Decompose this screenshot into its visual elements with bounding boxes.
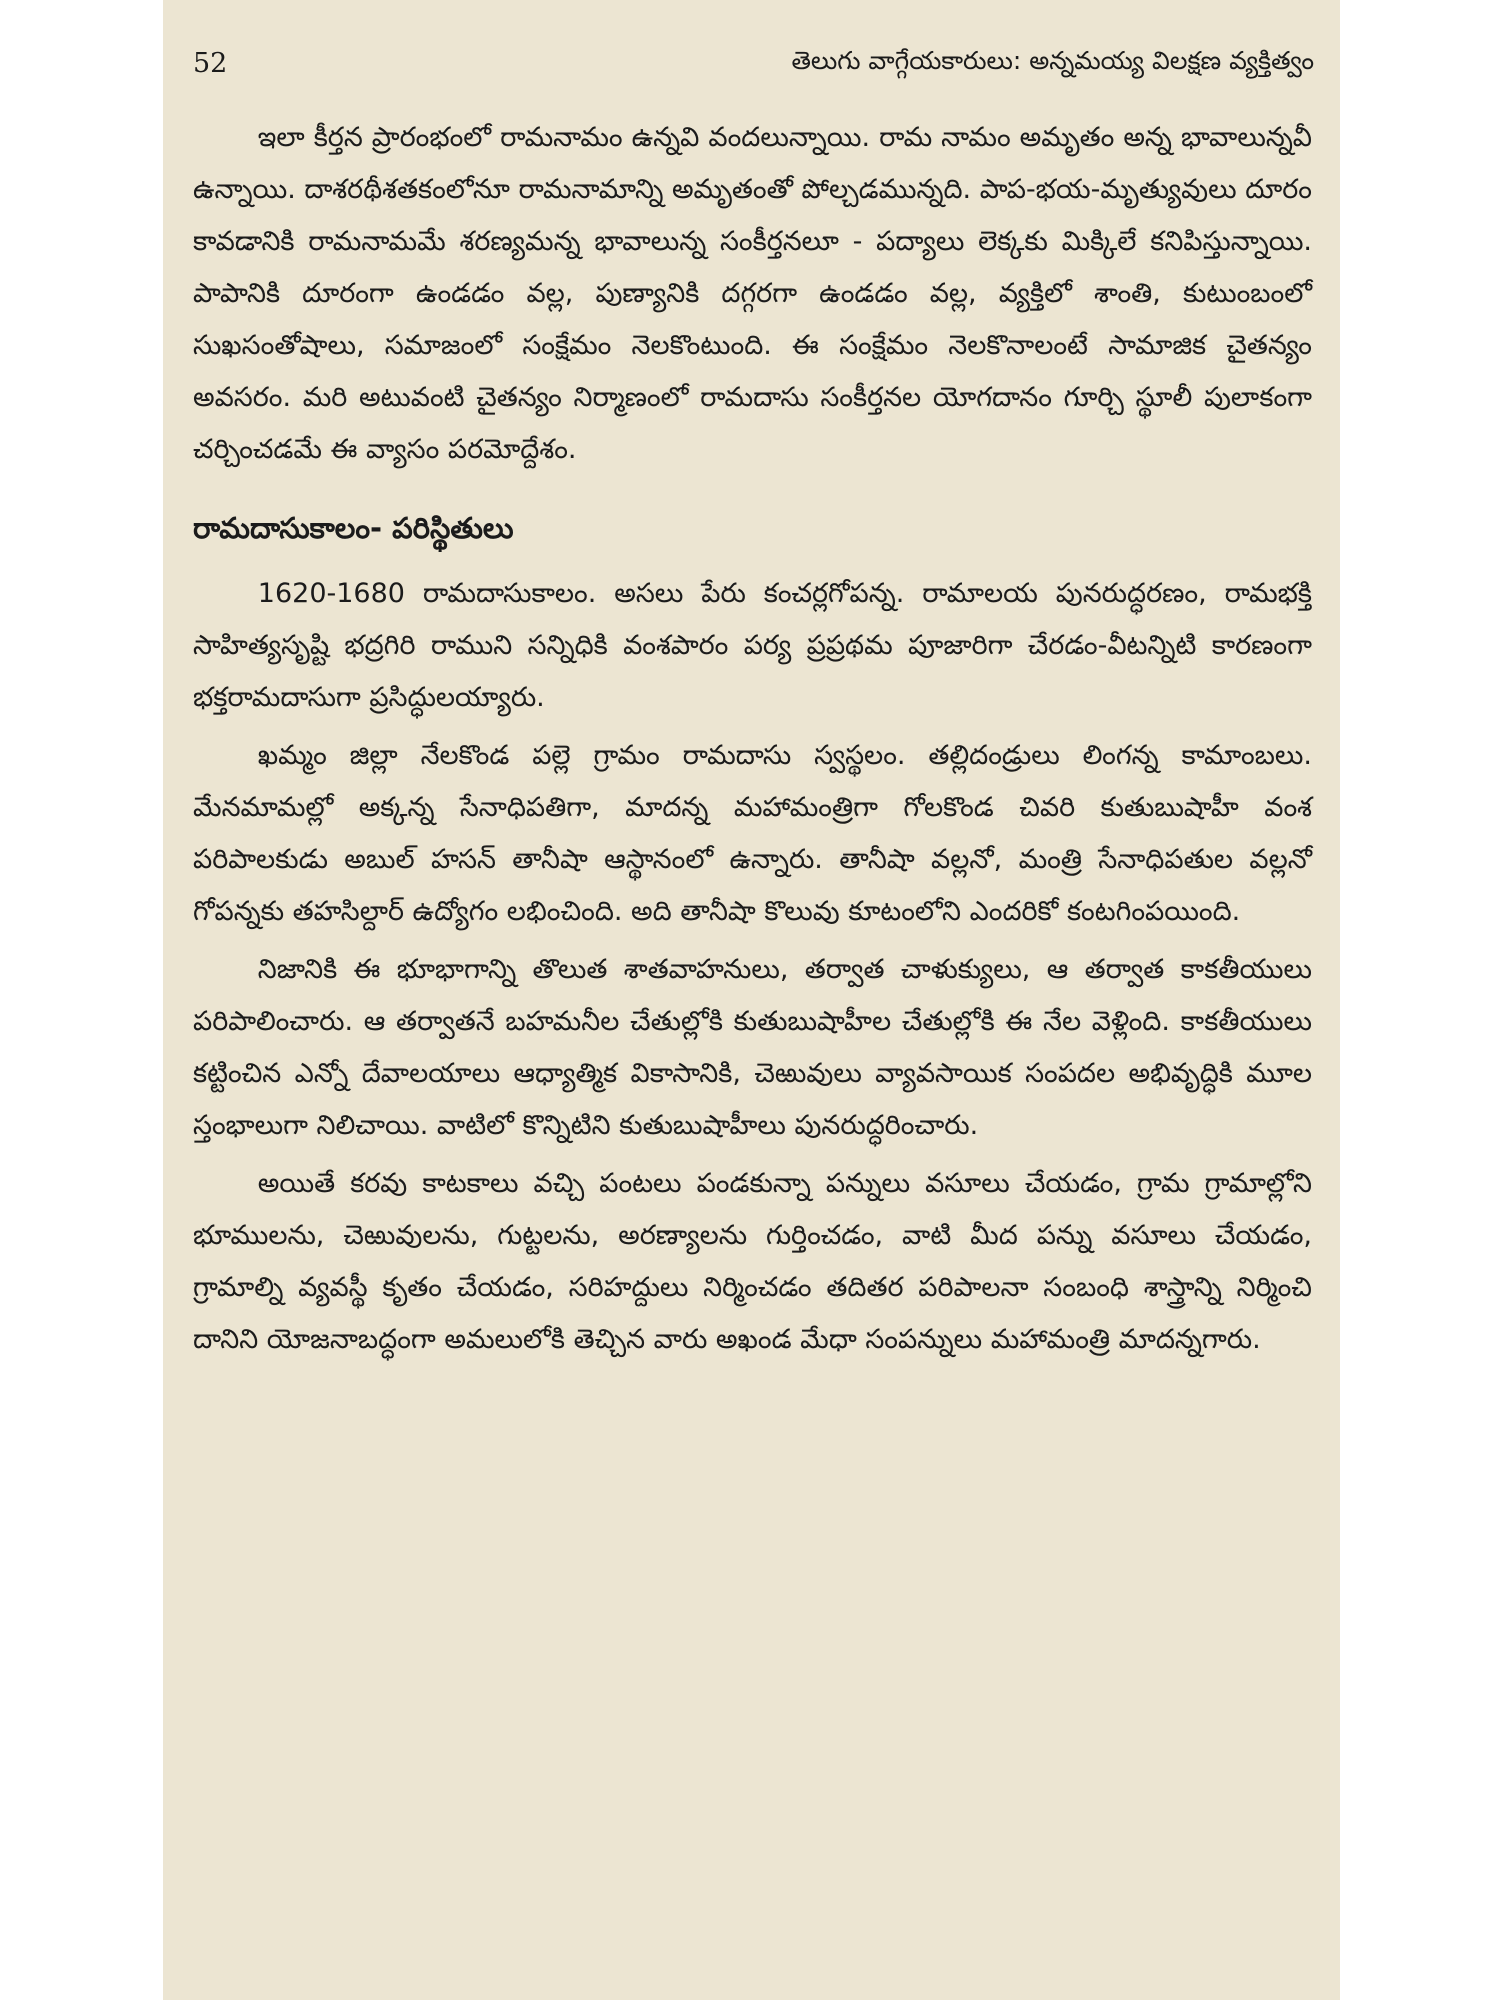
paragraph: అయితే కరవు కాటకాలు వచ్చి పంటలు పండకున్నా పన్నులు వసూలు చేయడం, గ్రామ గ్రామాల్లోని భూములను, చెఱువులను, గుట్టలను, అరణ్యాలను గుర్తించడం, వాటి మీద పన్ను వసూలు చేయడం, గ్రామాల్ని వ్యవస్థీ కృతం చేయడం, సరిహద్దులు నిర్మించడం తదితర పరిపాలనా సంబంధి శాస్త్రాన్ని నిర్మించి దానిని యోజనాబద్ధంగా అమలులోకి తెచ్చిన వారు అఖండ మేధా సంపన్నులు మహామంత్రి మాదన్నగారు. xyxy=(193,1168,1312,1355)
page-body xyxy=(193,112,1312,1372)
paragraph: 1620-1680 రామదాసుకాలం. అసలు పేరు కంచర్లగోపన్న. రామాలయ పునరుద్ధరణం, రామభక్తి సాహిత్యసృష్టి భద్రగిరి రాముని సన్నిధికి వంశపారం పర్య ప్రప్రథమ పూజారిగా చేరడం-వీటన్నిటి కారణంగా భక్తరామదాసుగా ప్రసిద్ధులయ్యారు. xyxy=(193,578,1312,713)
paragraph: ఖమ్మం జిల్లా నేలకొండ పల్లె గ్రామం రామదాసు స్వస్థలం. తల్లిదండ్రులు లింగన్న కామాంబలు. మేనమామల్లో అక్కన్న సేనాధిపతిగా, మాదన్న మహామంత్రిగా గోలకొండ చివరి కుతుబుషాహీ వంశ పరిపాలకుడు అబుల్ హసన్ తానీషా ఆస్థానంలో ఉన్నారు. తానీషా వల్లనో, మంత్రి సేనాధిపతుల వల్లనో గోపన్నకు తహసిల్దార్ ఉద్యోగం లభించింది. అది తానీషా కొలువు కూటంలోని ఎందరికో కంటగింపయింది. xyxy=(193,740,1312,927)
running-title: తెలుగు వాగ్గేయకారులు: అన్నమయ్య విలక్షణ వ్యక్తిత్వం xyxy=(791,46,1314,75)
section-heading: రామదాసుకాలం- పరిస్థితులు xyxy=(193,511,514,545)
paragraph: నిజానికి ఈ భూభాగాన్ని తొలుత శాతవాహనులు, తర్వాత చాళుక్యులు, ఆ తర్వాత కాకతీయులు పరిపాలించారు. ఆ తర్వాతనే బహమనీల చేతుల్లోకి కుతుబుషాహీల చేతుల్లోకి ఈ నేల వెళ్లింది. కాకతీయులు కట్టించిన ఎన్నో దేవాలయాలు ఆధ్యాత్మిక వికాసానికి, చెఱువులు వ్యావసాయిక సంపదల అభివృద్ధికి మూల స్తంభాలుగా నిలిచాయి. వాటిలో కొన్నిటిని కుతుబుషాహీలు పునరుద్ధరించారు. xyxy=(193,954,1312,1141)
paragraph-intro: ఇలా కీర్తన ప్రారంభంలో రామనామం ఉన్నవి వందలున్నాయి. రామ నామం అమృతం అన్న భావాలున్నవీ ఉన్నాయి. దాశరథీశతకంలోనూ రామనామాన్ని అమృతంతో పోల్చడమున్నది. పాప-భయ-మృత్యువులు దూరం కావడానికి రామనామమే శరణ్యమన్న భావాలున్న సంకీర్తనలూ - పద్యాలు లెక్కకు మిక్కిలే కనిపిస్తున్నాయి. పాపానికి దూరంగా ఉండడం వల్ల, పుణ్యానికి దగ్గరగా ఉండడం వల్ల, వ్యక్తిలో శాంతి, కుటుంబంలో సుఖసంతోషాలు, సమాజంలో సంక్షేమం నెలకొంటుంది. ఈ సంక్షేమం నెలకొనాలంటే సామాజిక చైతన్యం అవసరం. మరి అటువంటి చైతన్యం నిర్మాణంలో రామదాసు సంకీర్తనల యోగదానం గూర్చి స్థూలీ పులాకంగా చర్చించడమే ఈ వ్యాసం పరమోద్దేశం. xyxy=(193,122,1312,465)
book-page xyxy=(163,0,1340,2000)
page-number: 52 xyxy=(193,48,228,79)
page-header xyxy=(193,40,1314,90)
